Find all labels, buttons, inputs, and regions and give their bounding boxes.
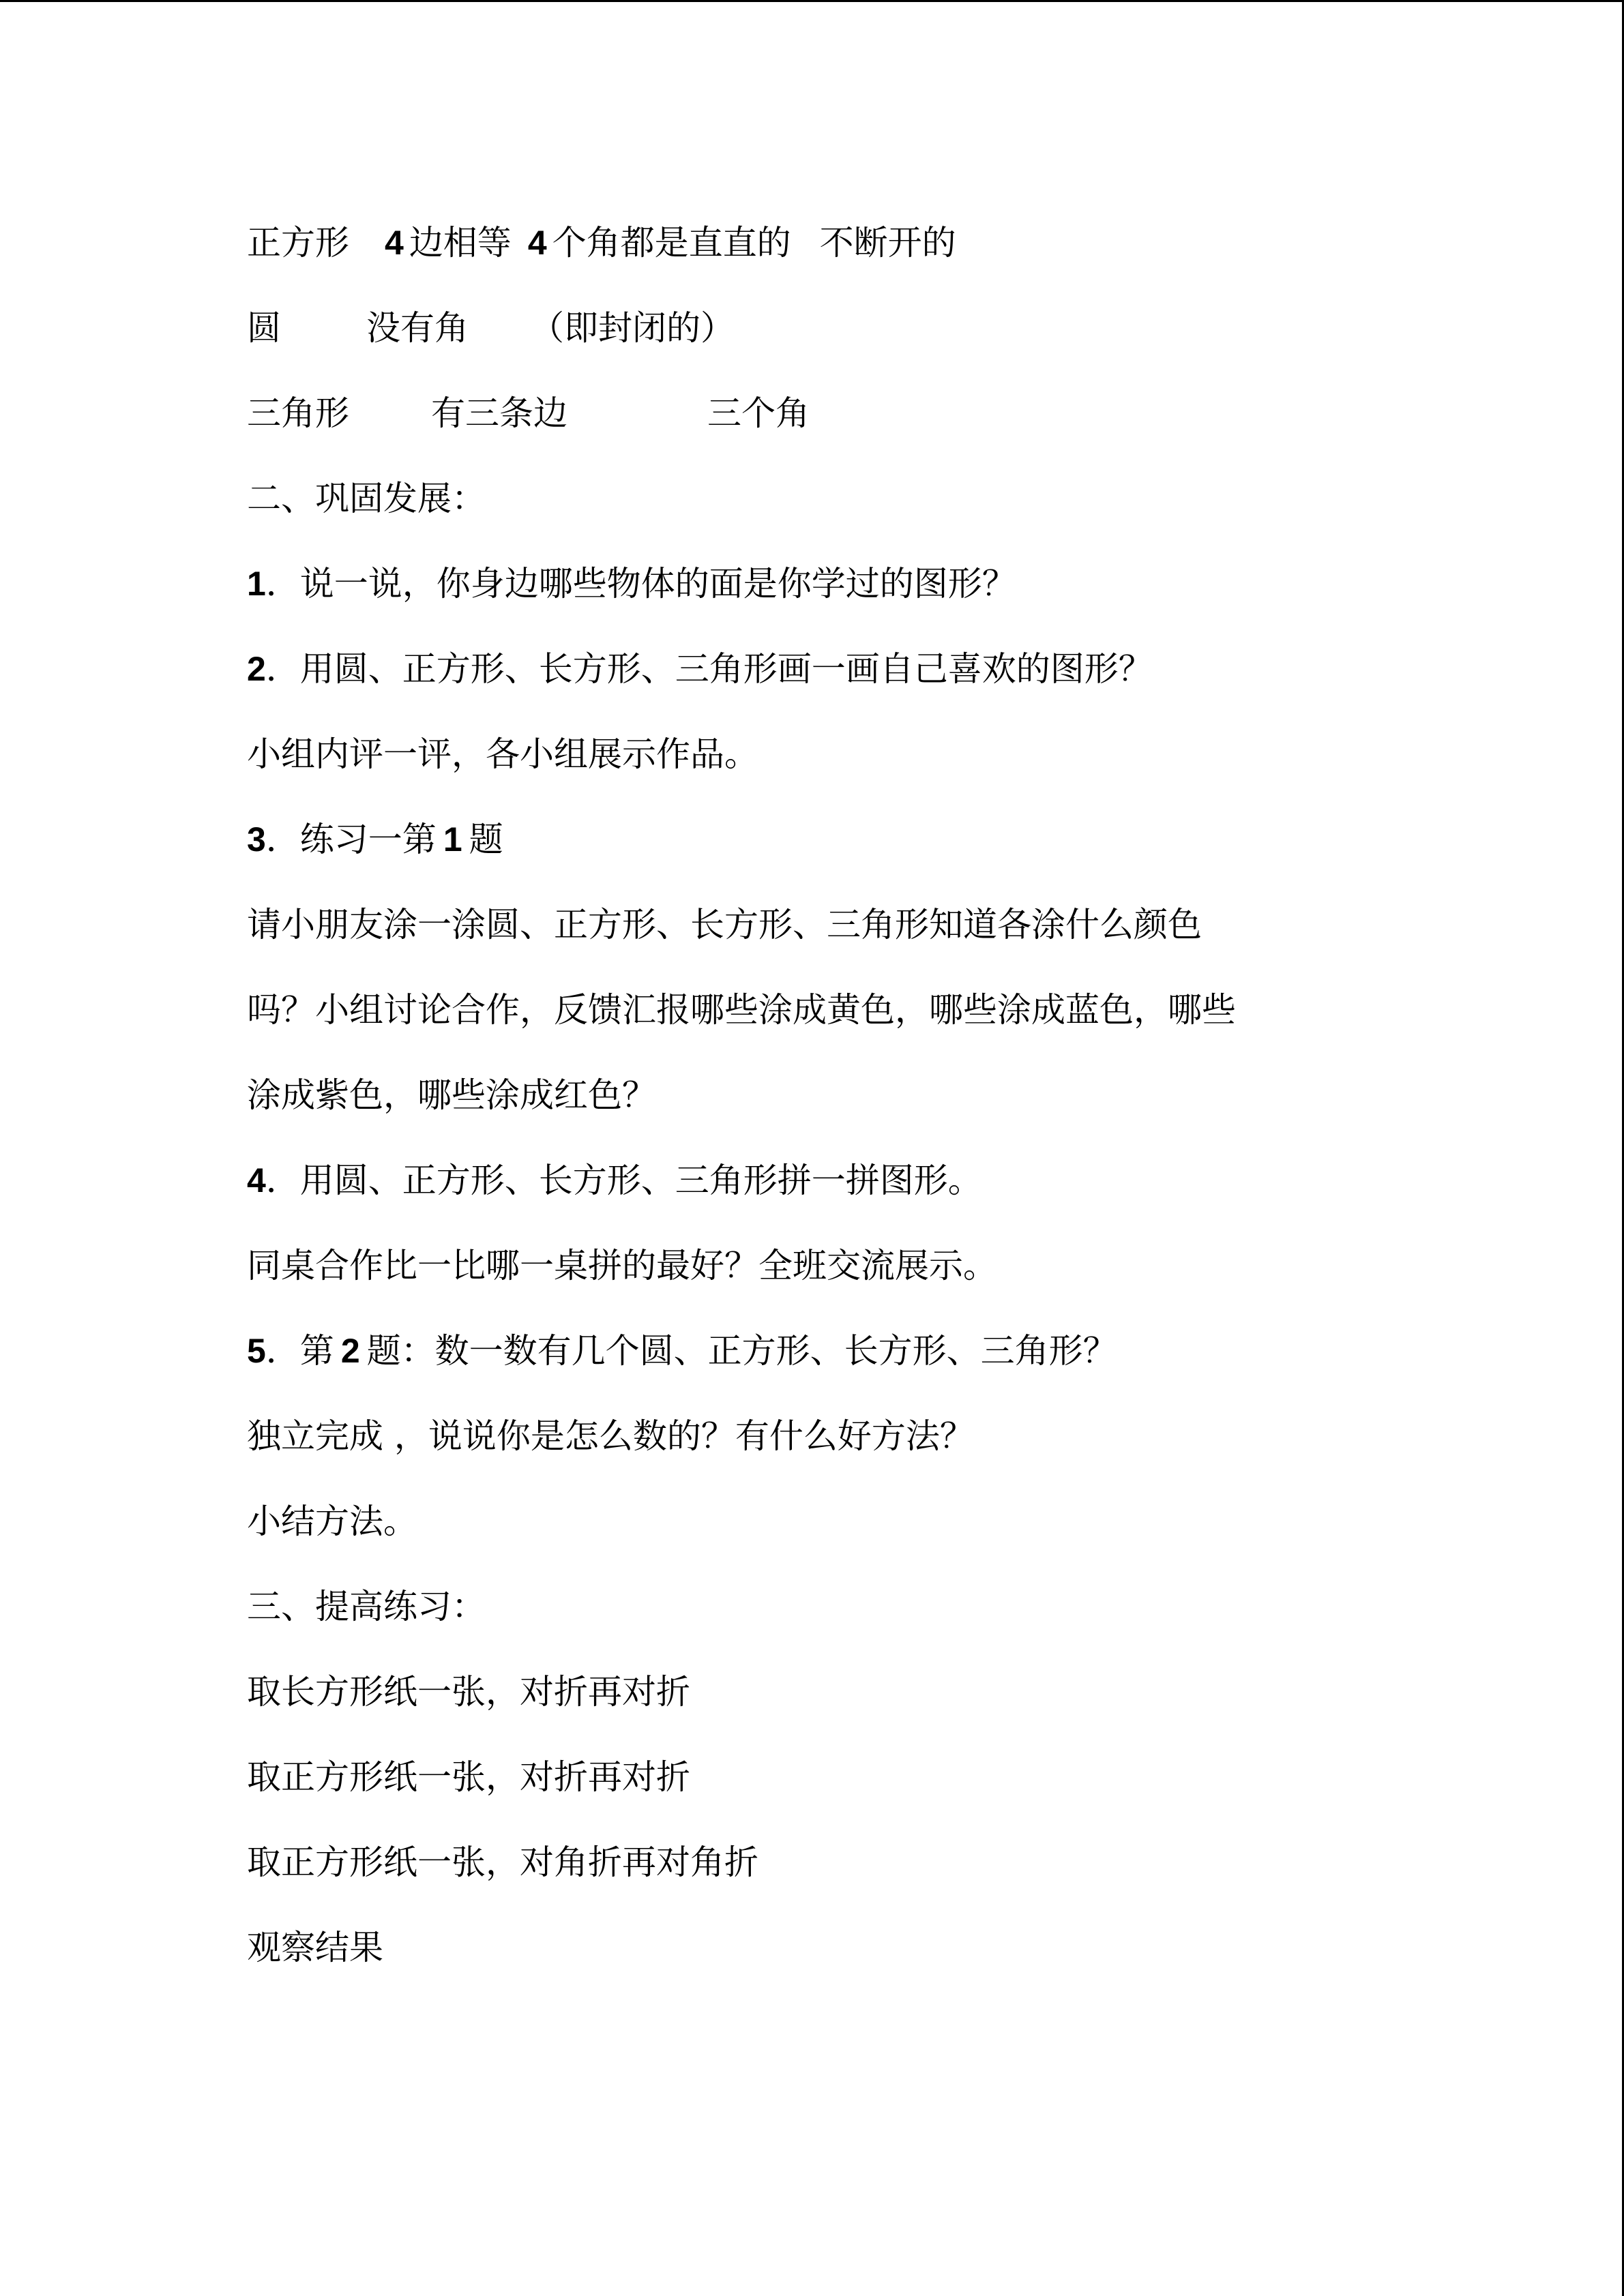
item-number: 3 [247, 820, 266, 859]
item-number: 4 [247, 1161, 266, 1199]
item-number: 2 [247, 650, 266, 688]
item-text: ．说一说，你身边哪些物体的面是你学过的图形？ [265, 564, 1016, 603]
line-square-properties [247, 212, 1406, 297]
inline-number: 2 [340, 1332, 360, 1370]
item-2 [247, 638, 1406, 724]
section-heading-consolidate: 二、巩固发展： [247, 479, 486, 518]
item-text: ．第 [265, 1331, 334, 1371]
section-heading-improve: 三、提高练习： [247, 1587, 486, 1626]
item-3 [247, 809, 1406, 894]
paragraph-line: 涂成紫色，哪些涂成红色？ [247, 1075, 656, 1115]
text-closed: （即封闭的） [530, 308, 735, 348]
inline-number: 1 [443, 820, 462, 859]
document-body [247, 212, 1406, 2002]
paragraph-line: 取正方形纸一张，对折再对折 [247, 1757, 690, 1797]
text-circle: 圆 [247, 308, 281, 348]
item-number: 1 [247, 565, 266, 603]
text-equal-sides: 边相等 [409, 223, 512, 263]
paragraph-line: 取长方形纸一张，对折再对折 [247, 1672, 690, 1712]
paragraph-line: 吗？小组讨论合作，反馈汇报哪些涂成黄色，哪些涂成蓝色，哪些 [247, 990, 1236, 1030]
number-4: 4 [385, 224, 404, 262]
line-triangle-properties [247, 383, 1406, 468]
item-text: ．练习一第 [265, 820, 437, 859]
text-right-angles: 个角都是直直的 [552, 223, 791, 263]
text-three-angles: 三个角 [707, 393, 810, 433]
item-text: 题 [469, 820, 503, 859]
text-three-sides: 有三条边 [431, 393, 567, 433]
item-5 [247, 1320, 1406, 1405]
text-triangle: 三角形 [247, 393, 349, 433]
number-4: 4 [527, 224, 547, 262]
paragraph-line: 请小朋友涂一涂圆、正方形、长方形、三角形知道各涂什么颜色 [247, 905, 1202, 944]
item-number: 5 [247, 1332, 266, 1370]
text-no-angles: 没有角 [366, 308, 469, 348]
paragraph-line: 观察结果 [247, 1928, 383, 1967]
paragraph-line: 同桌合作比一比哪一桌拼的最好？全班交流展示。 [247, 1246, 997, 1285]
item-text: ．用圆、正方形、长方形、三角形拼一拼图形。 [265, 1161, 982, 1200]
item-text: ．用圆、正方形、长方形、三角形画一画自己喜欢的图形？ [265, 649, 1153, 689]
paragraph-line: 小组内评一评，各小组展示作品。 [247, 734, 758, 774]
line-circle-properties [247, 297, 1406, 383]
item-1 [247, 553, 1406, 638]
item-text: 题：数一数有几个圆、正方形、长方形、三角形？ [366, 1331, 1117, 1371]
item-4 [247, 1150, 1406, 1235]
paragraph-line: 小结方法。 [247, 1502, 417, 1541]
text-unbroken: 不断开的 [819, 223, 956, 263]
paragraph-line: 取正方形纸一张，对角折再对角折 [247, 1843, 758, 1882]
text-square: 正方形 [247, 223, 349, 263]
paragraph-line: 独立完成 ，说说你是怎么数的？有什么好方法？ [247, 1416, 974, 1456]
